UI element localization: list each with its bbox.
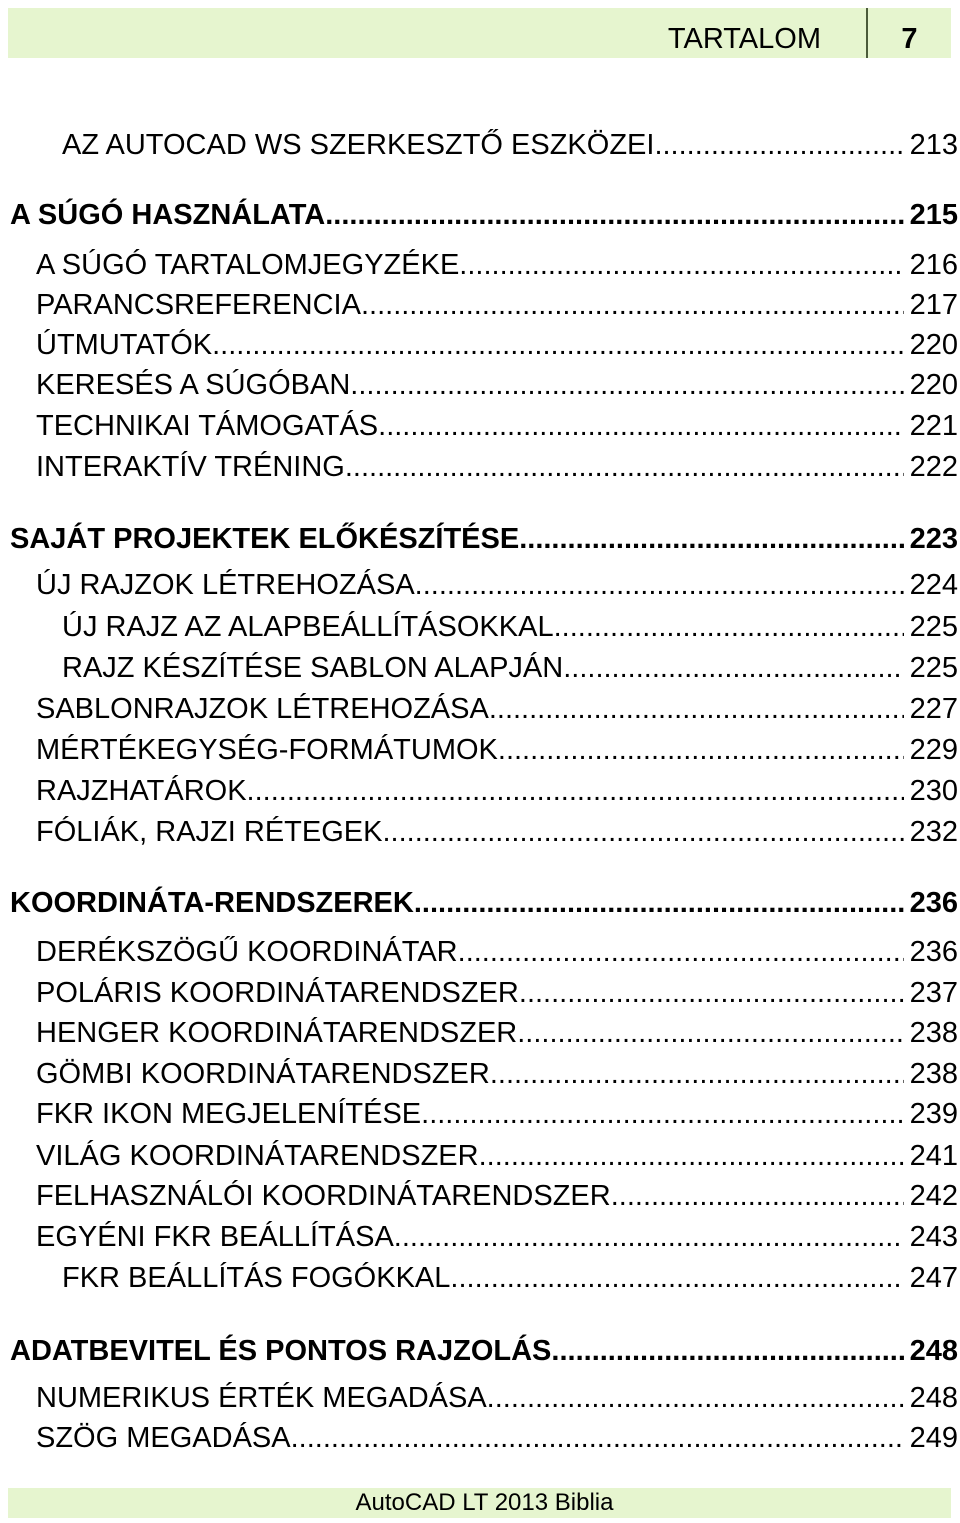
toc-entry [0, 1016, 958, 1050]
toc-entry-page: 229 [909, 734, 958, 766]
toc-dot-leader [487, 1381, 904, 1415]
toc-dot-leader [519, 976, 904, 1010]
toc-entry-title: SAJÁT PROJEKTEK ELŐKÉSZÍTÉSE [10, 523, 520, 555]
toc-entry-page: 241 [909, 1140, 958, 1172]
toc-entry-page: 230 [909, 775, 958, 807]
toc-entry-page: 216 [909, 249, 958, 281]
toc-dot-leader [291, 1421, 904, 1455]
toc-entry-title: SZÖG MEGADÁSA [36, 1422, 291, 1454]
toc-dot-leader [498, 733, 904, 767]
toc-entry-title: NUMERIKUS ÉRTÉK MEGADÁSA [36, 1382, 487, 1414]
toc-entry [0, 815, 958, 849]
toc-entry [0, 128, 958, 162]
toc-entry [0, 733, 958, 767]
toc-entry-page: 248 [909, 1335, 958, 1367]
toc-entry [0, 568, 958, 602]
toc-entry-title: EGYÉNI FKR BEÁLLÍTÁSA [36, 1221, 394, 1253]
toc-entry-title: ÚTMUTATÓK [36, 329, 213, 361]
toc-dot-leader [479, 1139, 904, 1173]
toc-entry-page: 221 [909, 410, 958, 442]
toc-entry [0, 328, 958, 362]
toc-dot-leader [654, 128, 903, 162]
toc-entry-page: 217 [909, 289, 958, 321]
toc-entry [0, 450, 958, 484]
toc-entry-title: FKR IKON MEGJELENÍTÉSE [36, 1098, 422, 1130]
toc-entry-title: HENGER KOORDINÁTARENDSZER [36, 1017, 518, 1049]
toc-entry [0, 368, 958, 402]
toc-entry-title: A SÚGÓ HASZNÁLATA [10, 199, 326, 231]
toc-entry [0, 198, 958, 232]
toc-entry-title: KERESÉS A SÚGÓBAN [36, 369, 351, 401]
toc-entry [0, 409, 958, 443]
toc-entry-page: 236 [909, 936, 958, 968]
toc-dot-leader [611, 1179, 904, 1213]
toc-entry-title: RAJZHATÁROK [36, 775, 247, 807]
toc-entry [0, 1179, 958, 1213]
toc-dot-leader [563, 651, 903, 685]
toc-entry-title: TECHNIKAI TÁMOGATÁS [36, 410, 379, 442]
toc-dot-leader [459, 248, 903, 282]
toc-entry-title: A SÚGÓ TARTALOMJEGYZÉKE [36, 249, 460, 281]
toc-entry-title: VILÁG KOORDINÁTARENDSZER [36, 1140, 479, 1172]
toc-entry-page: 225 [909, 611, 958, 643]
toc-entry [0, 610, 958, 644]
toc-dot-leader [519, 522, 903, 556]
toc-entry [0, 774, 958, 808]
toc-entry-page: 239 [909, 1098, 958, 1130]
toc-dot-leader [466, 935, 904, 969]
toc-dot-leader [421, 1097, 903, 1131]
toc-entry [0, 288, 958, 322]
toc-entry-page: 238 [909, 1058, 958, 1090]
toc-entry-page: 222 [909, 451, 958, 483]
toc-dot-leader [212, 328, 903, 362]
toc-entry-page: 236 [909, 887, 958, 919]
toc-dot-leader [415, 568, 904, 602]
toc-entry [0, 1139, 958, 1173]
toc-dot-leader [490, 1057, 904, 1091]
toc-entry [0, 1381, 958, 1415]
toc-dot-leader [394, 1220, 904, 1254]
toc-entry-page: 237 [909, 977, 958, 1009]
toc-dot-leader [414, 886, 904, 920]
toc-entry-title: POLÁRIS KOORDINÁTARENDSZER [36, 977, 519, 1009]
toc-dot-leader [345, 450, 904, 484]
toc-entry-page: 248 [909, 1382, 958, 1414]
toc-entry [0, 1421, 958, 1455]
toc-entry-page: 242 [909, 1180, 958, 1212]
toc-entry-page: 224 [909, 569, 958, 601]
toc-dot-leader [361, 288, 904, 322]
toc-entry-page: 213 [909, 129, 958, 161]
header-title: TARTALOM [667, 23, 821, 55]
toc-entry [0, 886, 958, 920]
toc-entry-title: FELHASZNÁLÓI KOORDINÁTARENDSZER [36, 1180, 611, 1212]
toc-entry [0, 522, 958, 556]
toc-dot-leader [247, 774, 904, 808]
toc-entry [0, 976, 958, 1010]
toc-entry-title: ÚJ RAJZ AZ ALAPBEÁLLÍTÁSOKKAL [62, 611, 554, 643]
toc-entry-title: ADATBEVITEL ÉS PONTOS RAJZOLÁS [10, 1335, 552, 1367]
toc-entry-title: SABLONRAJZOK LÉTREHOZÁSA [36, 693, 489, 725]
toc-entry-page: 215 [909, 199, 958, 231]
toc-entry [0, 248, 958, 282]
toc-entry-page: 223 [909, 523, 958, 555]
header-page-number: 7 [901, 23, 918, 55]
toc-entry-page: 225 [909, 652, 958, 684]
toc-entry [0, 1334, 958, 1368]
toc-dot-leader [551, 1334, 903, 1368]
toc-entry-page: 220 [909, 329, 958, 361]
toc-entry-title: DERÉKSZÖGŰ KOORDINÁTAR. [36, 936, 466, 968]
toc-dot-leader [489, 692, 904, 726]
toc-dot-leader [382, 815, 903, 849]
toc-entry-title: GÖMBI KOORDINÁTARENDSZER [36, 1058, 490, 1090]
footer-text: AutoCAD LT 2013 Biblia [355, 1489, 614, 1516]
toc-dot-leader [450, 1261, 903, 1295]
toc-entry-title: MÉRTÉKEGYSÉG-FORMÁTUMOK [36, 734, 498, 766]
toc-dot-leader [350, 368, 903, 402]
toc-entry-title: RAJZ KÉSZÍTÉSE SABLON ALAPJÁN [62, 652, 564, 684]
toc-entry [0, 692, 958, 726]
toc-entry-title: KOORDINÁTA-RENDSZEREK [10, 887, 414, 919]
toc-entry-title: FKR BEÁLLÍTÁS FOGÓKKAL [62, 1262, 451, 1294]
toc-entry-title: ÚJ RAJZOK LÉTREHOZÁSA [36, 569, 415, 601]
toc-entry [0, 1057, 958, 1091]
toc-entry [0, 1097, 958, 1131]
toc-entry [0, 935, 958, 969]
toc-entry-title: PARANCSREFERENCIA [36, 289, 361, 321]
toc-dot-leader [554, 610, 904, 644]
toc-entry-title: FÓLIÁK, RAJZI RÉTEGEK [36, 816, 383, 848]
toc-entry-page: 238 [909, 1017, 958, 1049]
toc-entry-page: 247 [909, 1262, 958, 1294]
toc-entry-title: INTERAKTÍV TRÉNING [36, 451, 345, 483]
toc-entry-page: 232 [909, 816, 958, 848]
toc-entry-page: 227 [909, 693, 958, 725]
toc-entry-title: AZ AUTOCAD WS SZERKESZTŐ ESZKÖZEI [62, 129, 655, 161]
toc-entry-page: 220 [909, 369, 958, 401]
toc-dot-leader [325, 198, 903, 232]
toc-entry [0, 651, 958, 685]
toc-entry [0, 1220, 958, 1254]
page-footer [8, 1488, 951, 1518]
toc-entry-page: 243 [909, 1221, 958, 1253]
toc-dot-leader [517, 1016, 903, 1050]
toc-entry-page: 249 [909, 1422, 958, 1454]
toc-dot-leader [378, 409, 903, 443]
toc-entry [0, 1261, 958, 1295]
